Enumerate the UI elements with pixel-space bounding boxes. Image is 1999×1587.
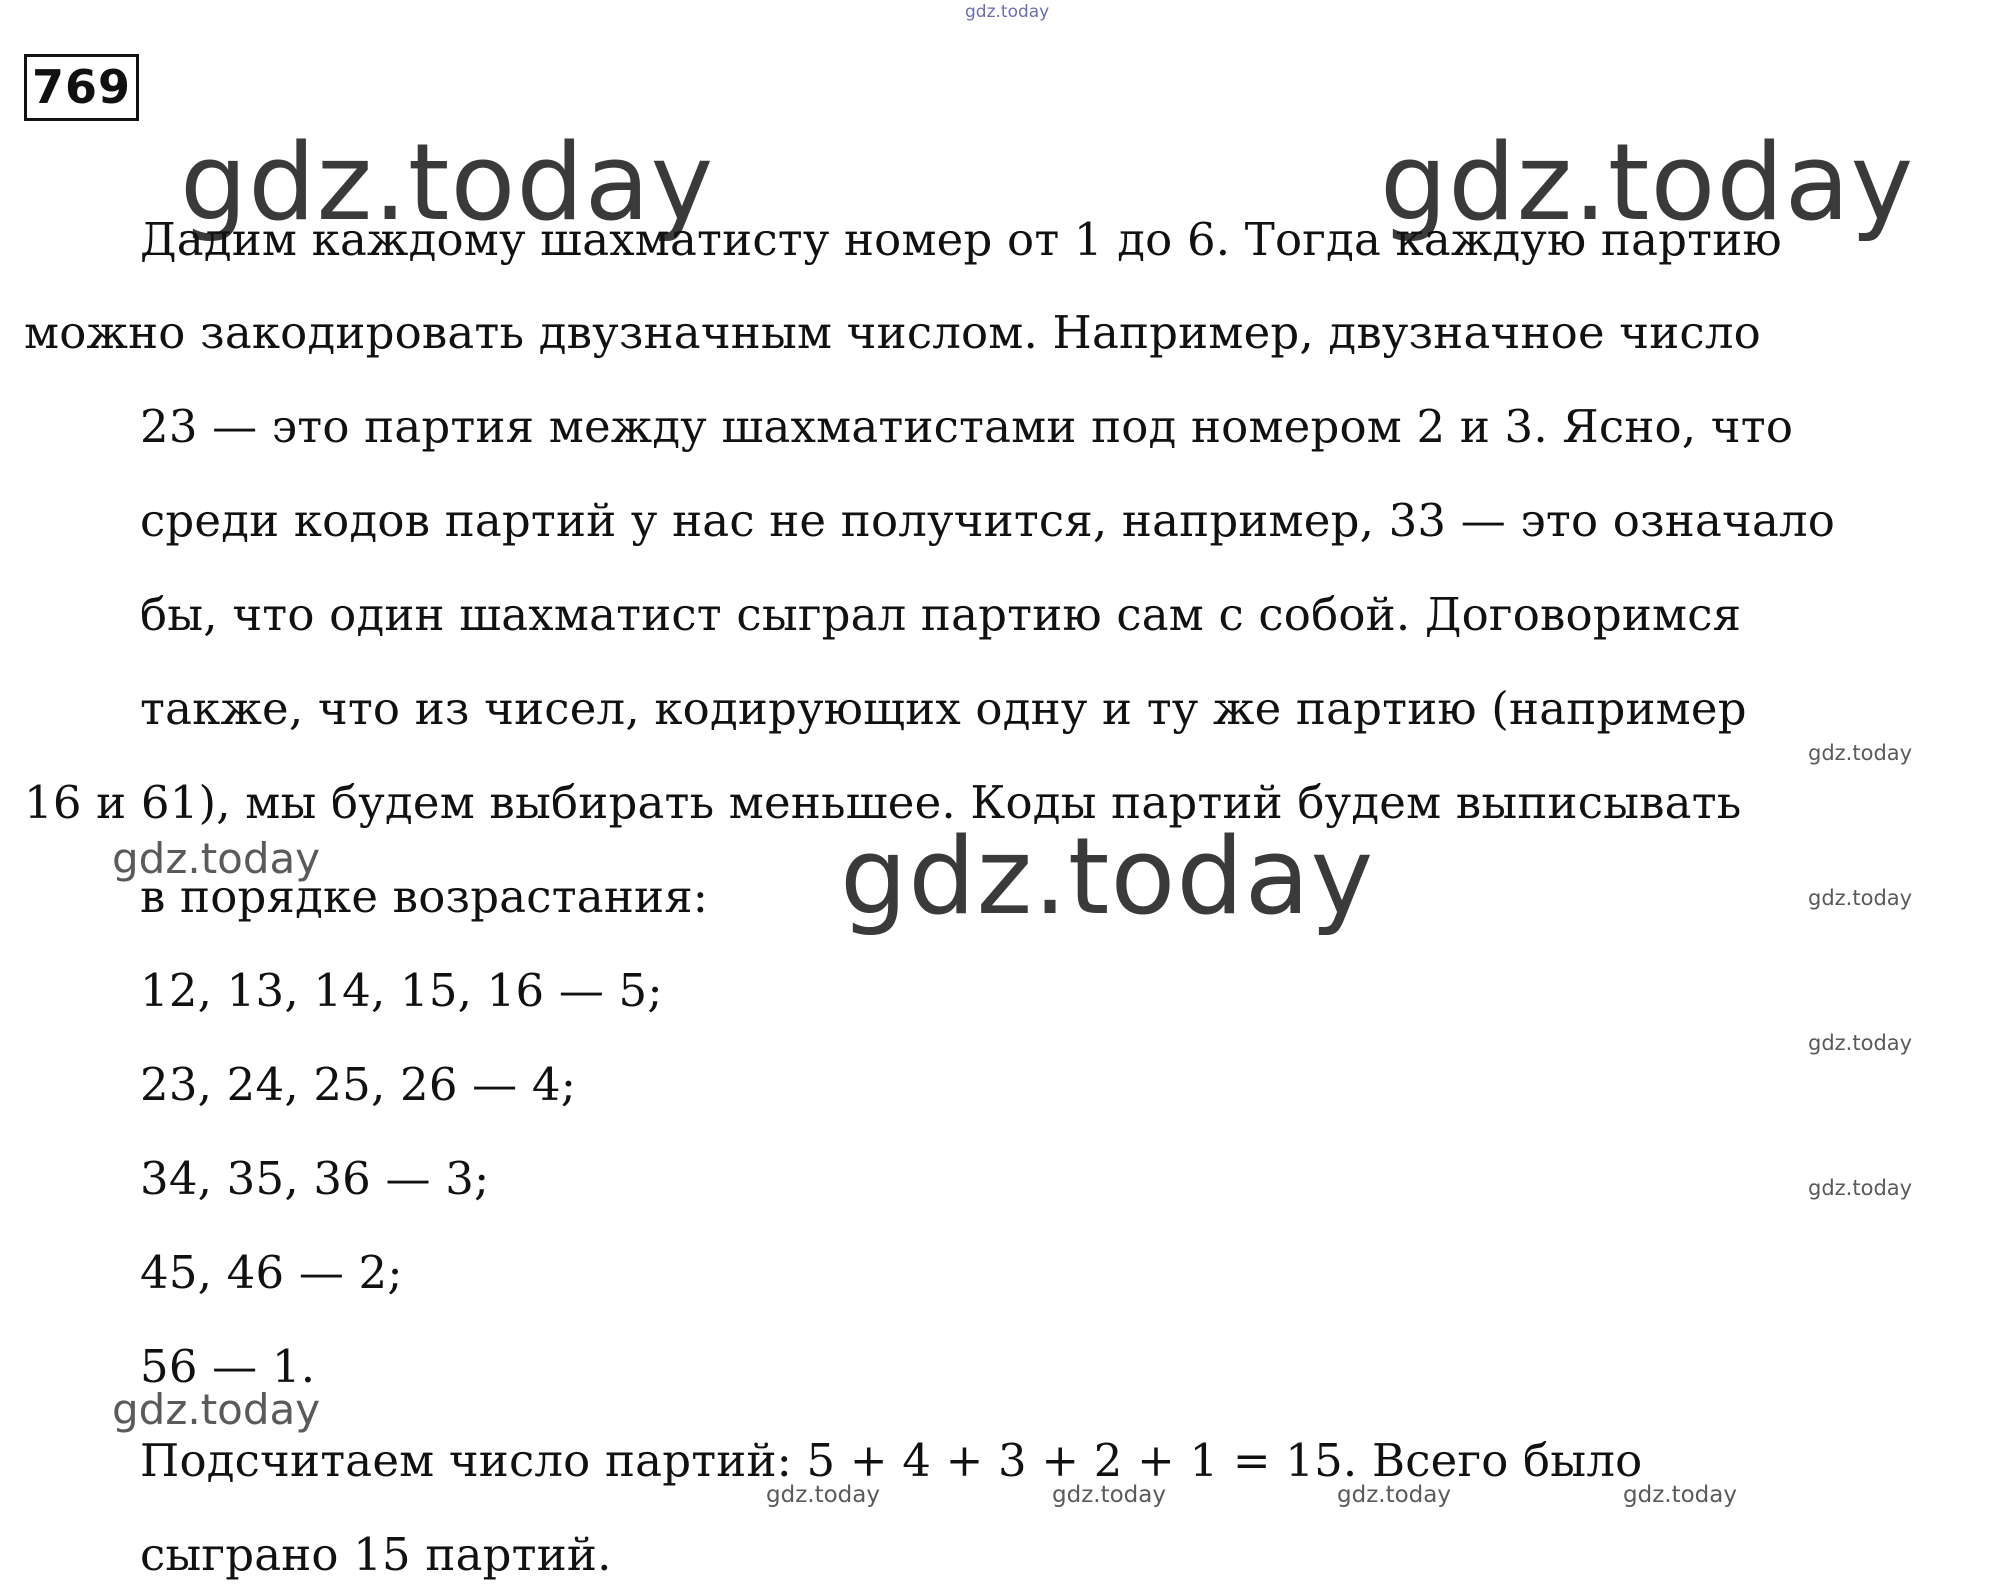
code-line-4: 45, 46 — 2; <box>140 1246 403 1299</box>
watermark-bottom-3: gdz.today <box>1337 1482 1451 1508</box>
watermark-medium-left-2: gdz.today <box>112 1385 321 1434</box>
solution-line-7: 16 и 61), мы будем выбирать меньшее. Коды партий будем выписывать <box>24 776 1742 829</box>
watermark-large-center: gdz.today <box>840 815 1375 938</box>
code-line-3: 34, 35, 36 — 3; <box>140 1152 490 1205</box>
watermark-small-right-3: gdz.today <box>1808 1031 1913 1055</box>
watermark-small-right-2: gdz.today <box>1808 886 1913 910</box>
watermark-medium-left-1: gdz.today <box>112 834 321 883</box>
code-line-2: 23, 24, 25, 26 — 4; <box>140 1058 577 1111</box>
solution-line-3: 23 — это партия между шахматистами под номером 2 и 3. Ясно, что <box>140 400 1794 453</box>
solution-line-5: бы, что один шахматист сыграл партию сам с собой. Договоримся <box>140 588 1742 641</box>
code-line-5: 56 — 1. <box>140 1340 316 1393</box>
problem-number: 769 <box>24 54 139 121</box>
watermark-large-right: gdz.today <box>1380 121 1915 244</box>
watermark-bottom-1: gdz.today <box>766 1482 880 1508</box>
solution-line-6: также, что из чисел, кодирующих одну и ту же партию (например <box>140 682 1747 735</box>
watermark-small-right-4: gdz.today <box>1808 1176 1913 1200</box>
solution-line-2: можно закодировать двузначным числом. Например, двузначное число <box>24 306 1761 359</box>
watermark-bottom-4: gdz.today <box>1623 1482 1737 1508</box>
watermark-small-right-1: gdz.today <box>1808 741 1913 765</box>
watermark-bottom-2: gdz.today <box>1052 1482 1166 1508</box>
code-line-1: 12, 13, 14, 15, 16 — 5; <box>140 964 663 1017</box>
solution-line-1: Дадим каждому шахматисту номер от 1 до 6. Тогда каждую партию <box>140 213 1782 266</box>
solution-line-4: среди кодов партий у нас не получится, например, 33 — это означало <box>140 494 1836 547</box>
conclusion-line-2: сыграно 15 партий. <box>140 1528 612 1581</box>
watermark-large-left: gdz.today <box>180 121 715 244</box>
solution-line-8: в порядке возрастания: <box>140 870 709 923</box>
watermark-top: gdz.today <box>965 2 1050 22</box>
conclusion-line-1: Подсчитаем число партий: 5 + 4 + 3 + 2 + 1 = 15. Всего было <box>140 1434 1643 1487</box>
